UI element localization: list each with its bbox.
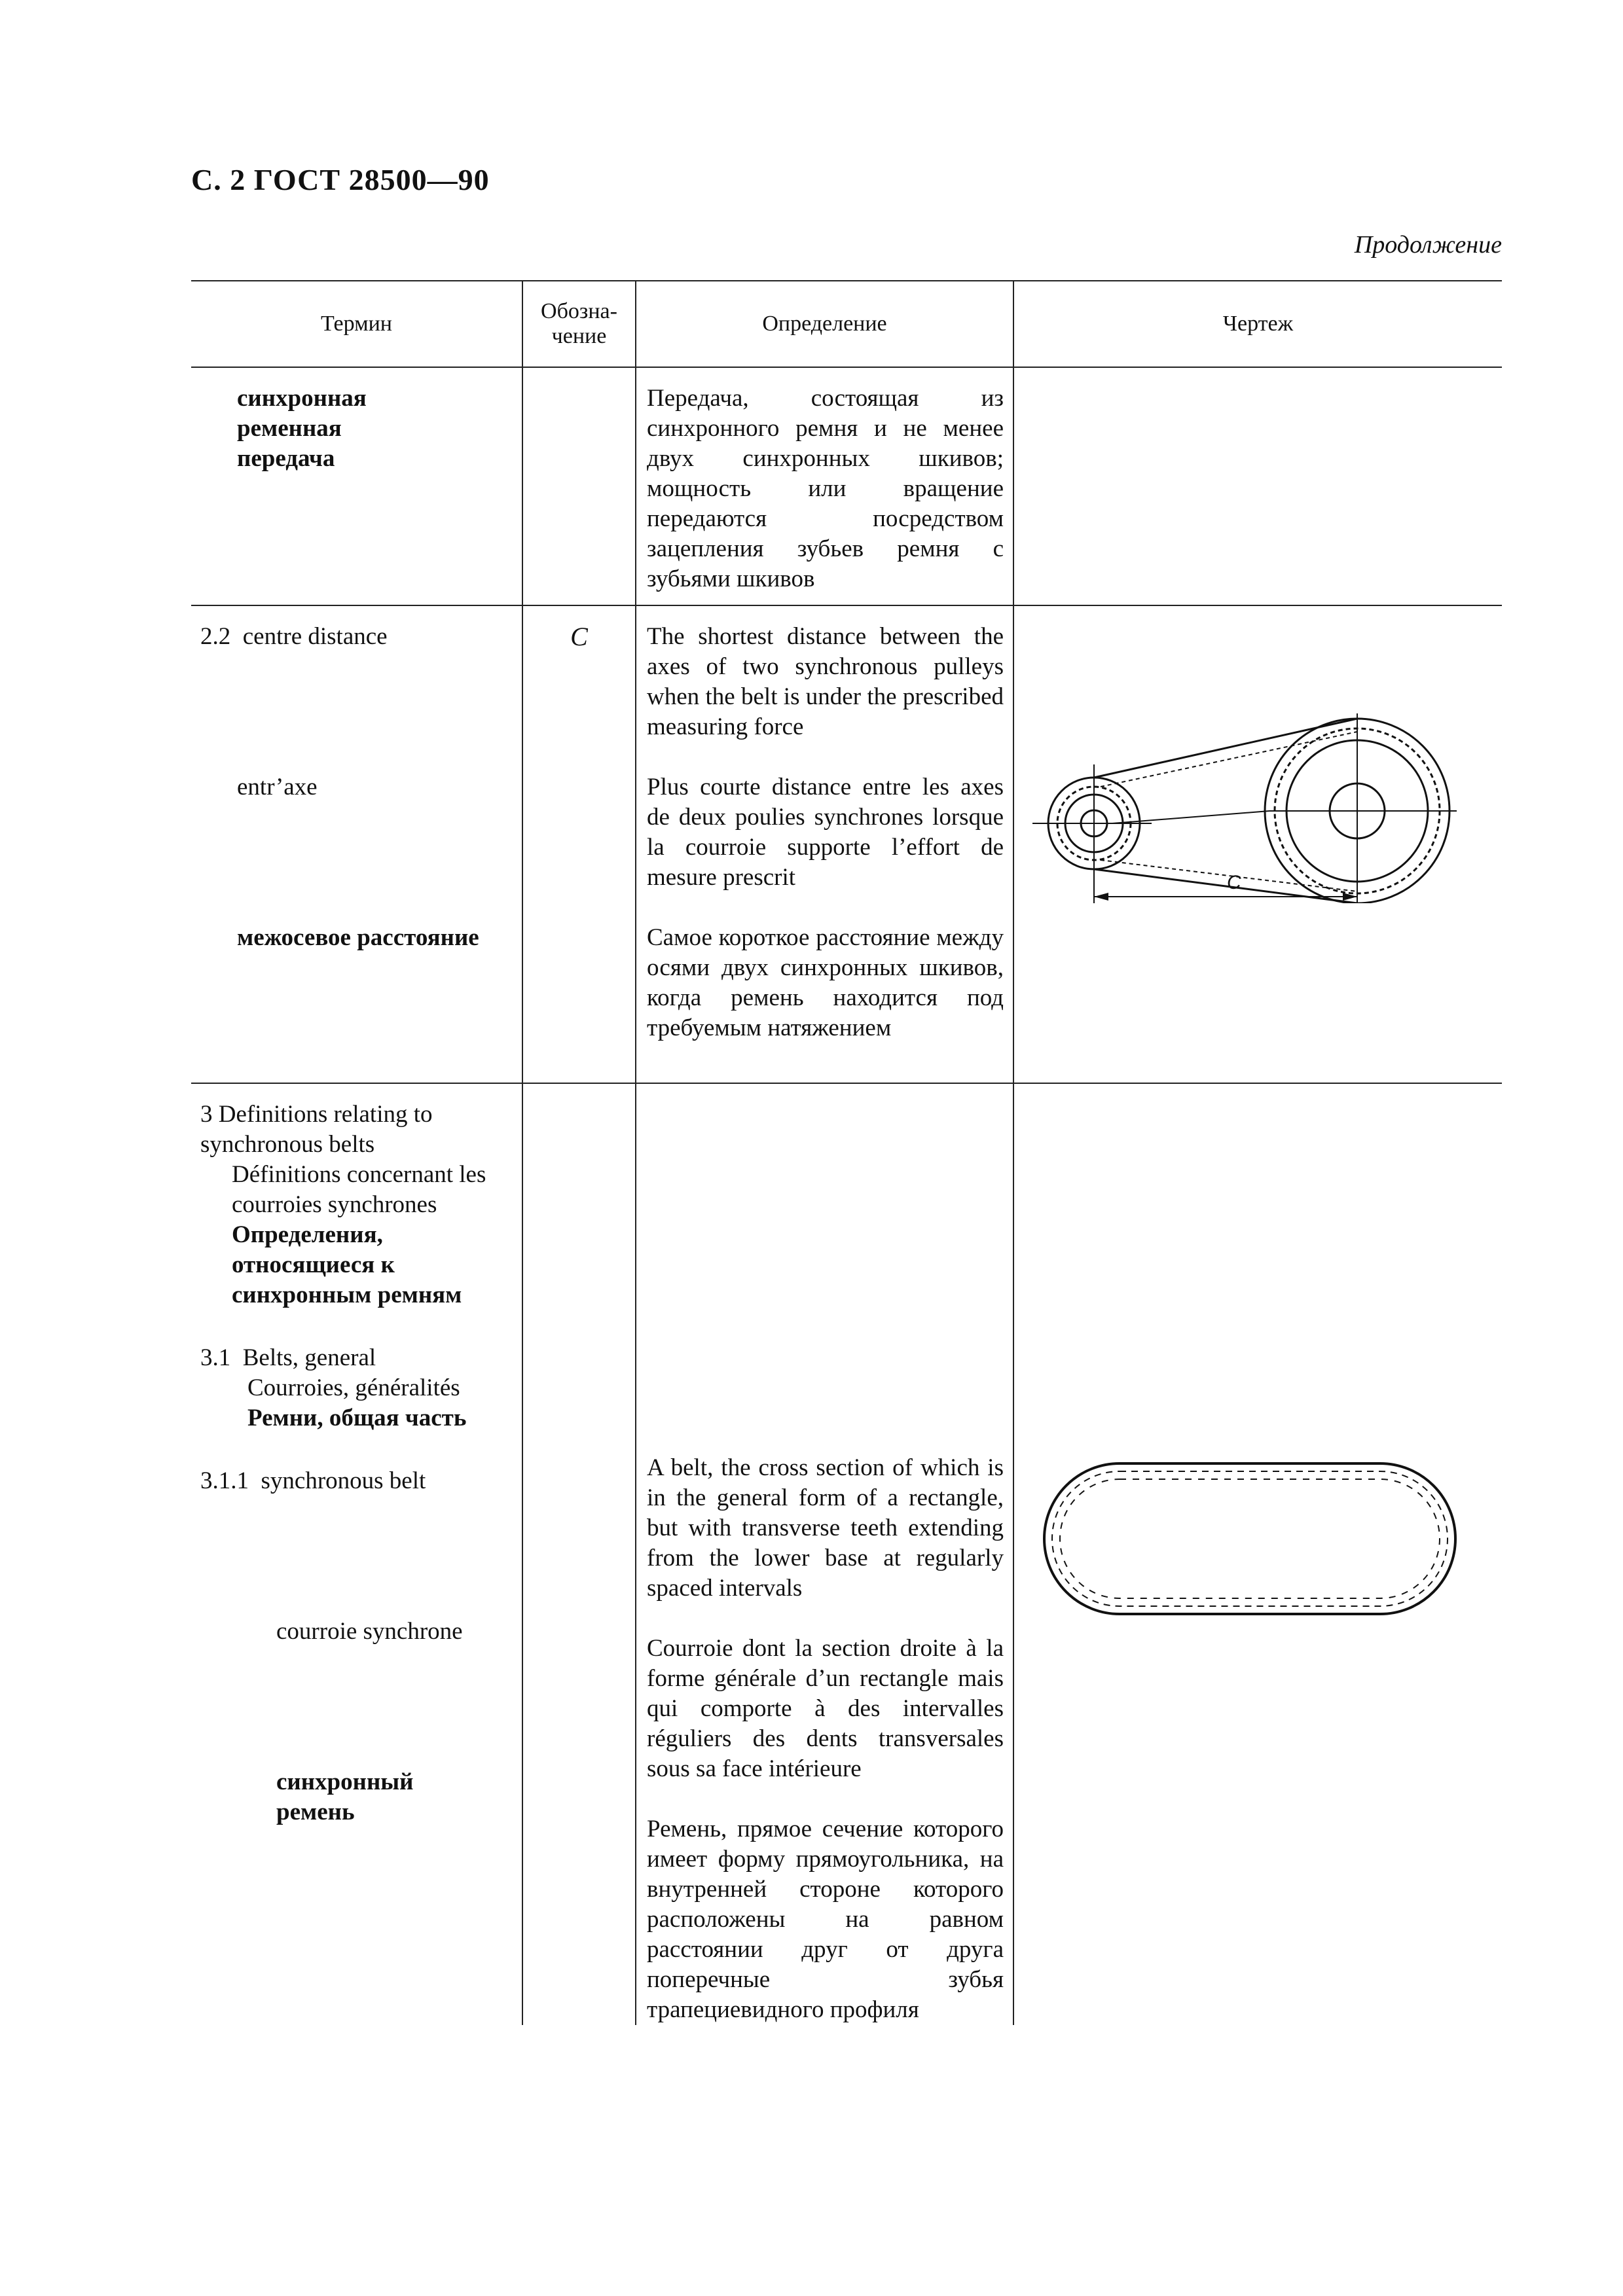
definition-311-ru: Ремень, прямое сечение которого имеет форму прямоугольника, на внутренней стороне которого расположены на равном расстоянии друг от друга поперечные зубья трапециевидного профиля <box>647 1816 1004 2023</box>
term-311-ru: синхронный ремень <box>276 1768 414 1825</box>
table-header-row <box>191 281 1502 367</box>
term-en: 2.2 centre distance <box>200 623 388 650</box>
definition-ru: Самое короткое расстояние между осями двух синхронных шкивов, когда ремень находится под требуемым натяжением <box>647 924 1004 1041</box>
section-3-en: 3 Definitions relating to synchronous belts <box>200 1101 433 1158</box>
column-header-symbol: Обозна- чение <box>522 281 636 367</box>
term-fr: entr’axe <box>237 774 318 800</box>
definition-311-fr: Courroie dont la section droite à la forme générale d’un rectangle mais qui comporte à des intervalles réguliers des dents transversales sous sa face intérieure <box>647 1635 1004 1782</box>
definition-311-en: A belt, the cross section of which is in the general form of a rectangle, but with transverse teeth extending from the lower base at regularly spaced intervals <box>647 1454 1004 1602</box>
table-row <box>191 605 1502 1083</box>
terms-table <box>191 280 1502 2025</box>
table-row <box>191 367 1502 605</box>
section-31-fr: Courroies, généralités <box>247 1374 460 1401</box>
section-3-ru: Определения, относящиеся к синхронным ремням <box>232 1221 462 1308</box>
centre-distance-drawing <box>1014 687 1503 903</box>
symbol: C <box>570 622 588 651</box>
column-header-definition: Определение <box>636 281 1013 367</box>
column-header-term: Термин <box>191 281 522 367</box>
synchronous-belt-drawing <box>1014 1437 1503 1621</box>
section-31-ru: Ремни, общая часть <box>247 1405 467 1431</box>
definition-ru: Передача, состоящая из синхронного ремня и не менее двух синхронных шкивов; мощность или вращение передаются посредством зацепления зубьев ремня с зубьями шкивов <box>647 385 1004 592</box>
term-ru: межосевое расстояние <box>237 924 479 951</box>
section-3-fr: Définitions concernant les courroies synchrones <box>232 1161 486 1218</box>
table-row <box>191 1083 1502 2025</box>
section-31-en: 3.1 Belts, general <box>200 1344 376 1371</box>
term-ru: синхронная ременная передача <box>237 385 367 472</box>
drawing-label-c: C <box>1227 872 1241 893</box>
definition-en: The shortest distance between the axes of two synchronous pulleys when the belt is under the prescribed measuring force <box>647 623 1004 740</box>
page-title: С. 2 ГОСТ 28500—90 <box>191 163 490 196</box>
column-header-drawing: Чертеж <box>1013 281 1502 367</box>
definition-fr: Plus courte distance entre les axes de deux poulies synchrones lorsque la courroie supporte l’effort de mesure prescrit <box>647 774 1004 891</box>
continuation-label: Продолжение <box>1354 231 1502 259</box>
term-311-en: 3.1.1 synchronous belt <box>200 1467 426 1494</box>
term-311-fr: courroie synchrone <box>276 1618 463 1645</box>
